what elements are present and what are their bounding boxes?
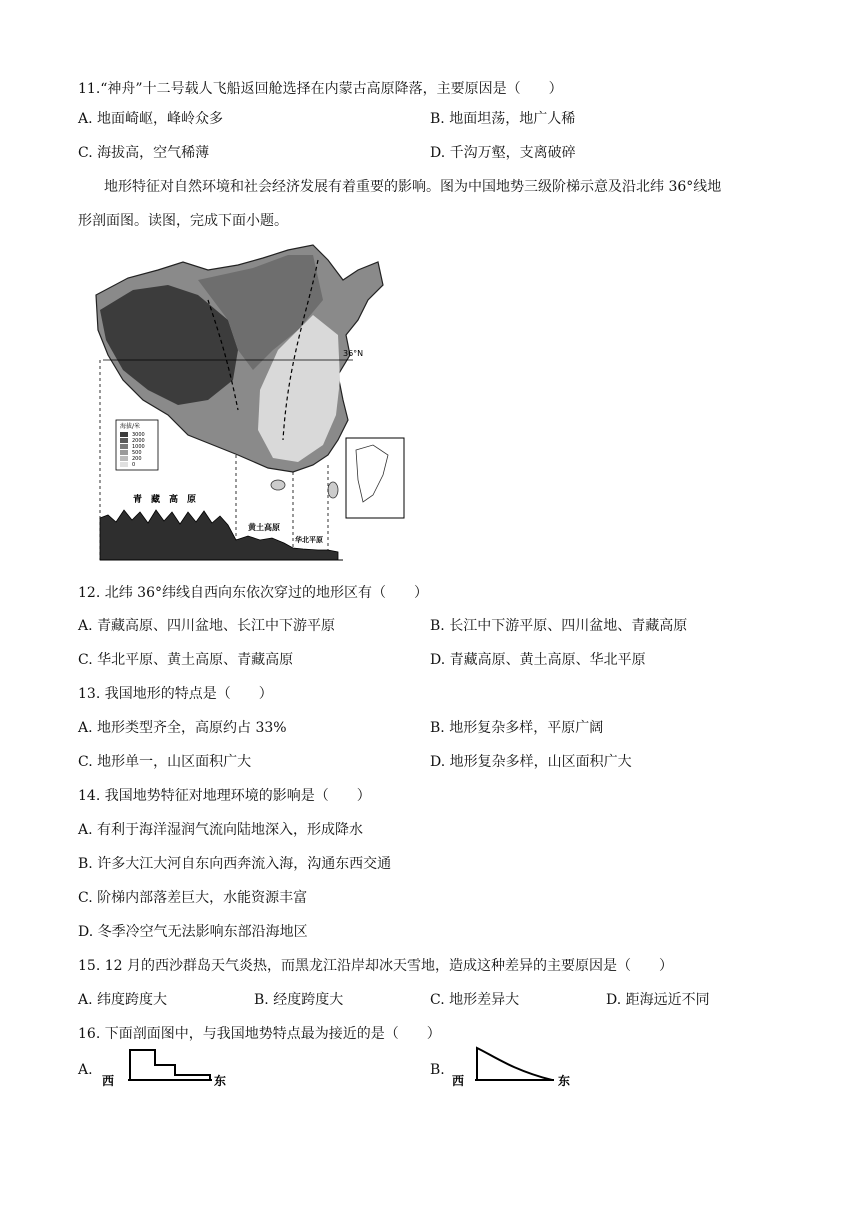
profile-label-north-china-plain: 华北平原: [295, 535, 323, 544]
profile-a-shape: [130, 1050, 210, 1080]
q15-stem: 15. 12 月的西沙群岛天气炎热，而黑龙江沿岸却冰天雪地，造成这种差异的主要原因是（ ）: [78, 958, 673, 974]
q11-option-c[interactable]: C. 海拔高，空气稀薄: [78, 145, 210, 161]
q11-option-b[interactable]: B. 地面坦荡，地广人稀: [430, 111, 576, 127]
intro-line-2: 形剖面图。读图，完成下面小题。: [78, 213, 288, 229]
q14-option-c[interactable]: C. 阶梯内部落差巨大，水能资源丰富: [78, 890, 308, 906]
q14-stem: 14. 我国地势特征对地理环境的影响是（ ）: [78, 788, 371, 804]
q16-option-a[interactable]: A.: [78, 1062, 93, 1078]
q12-option-a[interactable]: A. 青藏高原、四川盆地、长江中下游平原: [78, 618, 336, 634]
q14-option-a[interactable]: A. 有利于海洋湿润气流向陆地深入，形成降水: [78, 822, 364, 838]
q16-stem: 16. 下面剖面图中，与我国地势特点最为接近的是（ ）: [78, 1026, 441, 1042]
q12-stem: 12. 北纬 36°纬线自西向东依次穿过的地形区有（ ）: [78, 585, 428, 601]
legend-value-4: 500: [132, 450, 142, 456]
q12-option-c[interactable]: C. 华北平原、黄土高原、青藏高原: [78, 652, 294, 668]
q15-option-c[interactable]: C. 地形差异大: [430, 992, 520, 1008]
q11-option-a[interactable]: A. 地面崎岖，峰岭众多: [78, 111, 224, 127]
profile-label-qinghai-tibet: 青 藏 高 原: [133, 495, 197, 505]
intro-paragraph: [78, 170, 783, 238]
china-terrain-map-figure: [88, 240, 408, 565]
q13-stem: 13. 我国地形的特点是（ ）: [78, 686, 273, 702]
profile-a-east-label: 东: [214, 1074, 227, 1087]
q15-option-a[interactable]: A. 纬度跨度大: [78, 992, 168, 1008]
profile-label-loess-plateau: 黄土高原: [248, 522, 280, 532]
q11-option-d[interactable]: D. 千沟万壑，支离破碎: [430, 145, 576, 161]
legend-value-2: 2000: [132, 438, 145, 444]
q13-option-c[interactable]: C. 地形单一，山区面积广大: [78, 754, 252, 770]
q14-option-d[interactable]: D. 冬季冷空气无法影响东部沿海地区: [78, 924, 308, 940]
legend-value-5: 200: [132, 456, 142, 462]
legend-value-6: 0: [132, 462, 136, 468]
q12-option-b[interactable]: B. 长江中下游平原、四川盆地、青藏高原: [430, 618, 688, 634]
legend-value-3: 1000: [132, 444, 145, 450]
q15-option-b[interactable]: B. 经度跨度大: [254, 992, 344, 1008]
q13-option-a[interactable]: A. 地形类型齐全，高原约占 33%: [78, 720, 287, 736]
q14-option-b[interactable]: B. 许多大江大河自东向西奔流入海，沟通东西交通: [78, 856, 392, 872]
q12-option-d[interactable]: D. 青藏高原、黄土高原、华北平原: [430, 652, 646, 668]
profile-a-west-label: 西: [102, 1074, 115, 1087]
intro-line-1: 地形特征对自然环境和社会经济发展有着重要的影响。图为中国地势三级阶梯示意及沿北纬 36°线地: [104, 179, 722, 195]
profile-b-shape: [477, 1048, 552, 1080]
q11-stem: 11.“神舟”十二号载人飞船返回舱选择在内蒙古高原降落，主要原因是（ ）: [78, 81, 563, 97]
q16-profile-b[interactable]: [452, 1045, 582, 1091]
q13-option-b[interactable]: B. 地形复杂多样，平原广阔: [430, 720, 604, 736]
legend-value-1: 3000: [132, 432, 145, 438]
q16-option-b[interactable]: B.: [430, 1062, 445, 1078]
q15-option-d[interactable]: D. 距海远近不同: [606, 992, 710, 1008]
profile-b-west-label: 西: [452, 1074, 465, 1087]
china-terrain-map: [88, 240, 408, 565]
q13-option-d[interactable]: D. 地形复杂多样，山区面积广大: [430, 754, 632, 770]
latitude-label: 36°N: [343, 349, 364, 358]
profile-b-east-label: 东: [558, 1074, 571, 1087]
q16-profile-a[interactable]: [100, 1045, 230, 1091]
legend-title: 海拔/米: [120, 423, 141, 430]
